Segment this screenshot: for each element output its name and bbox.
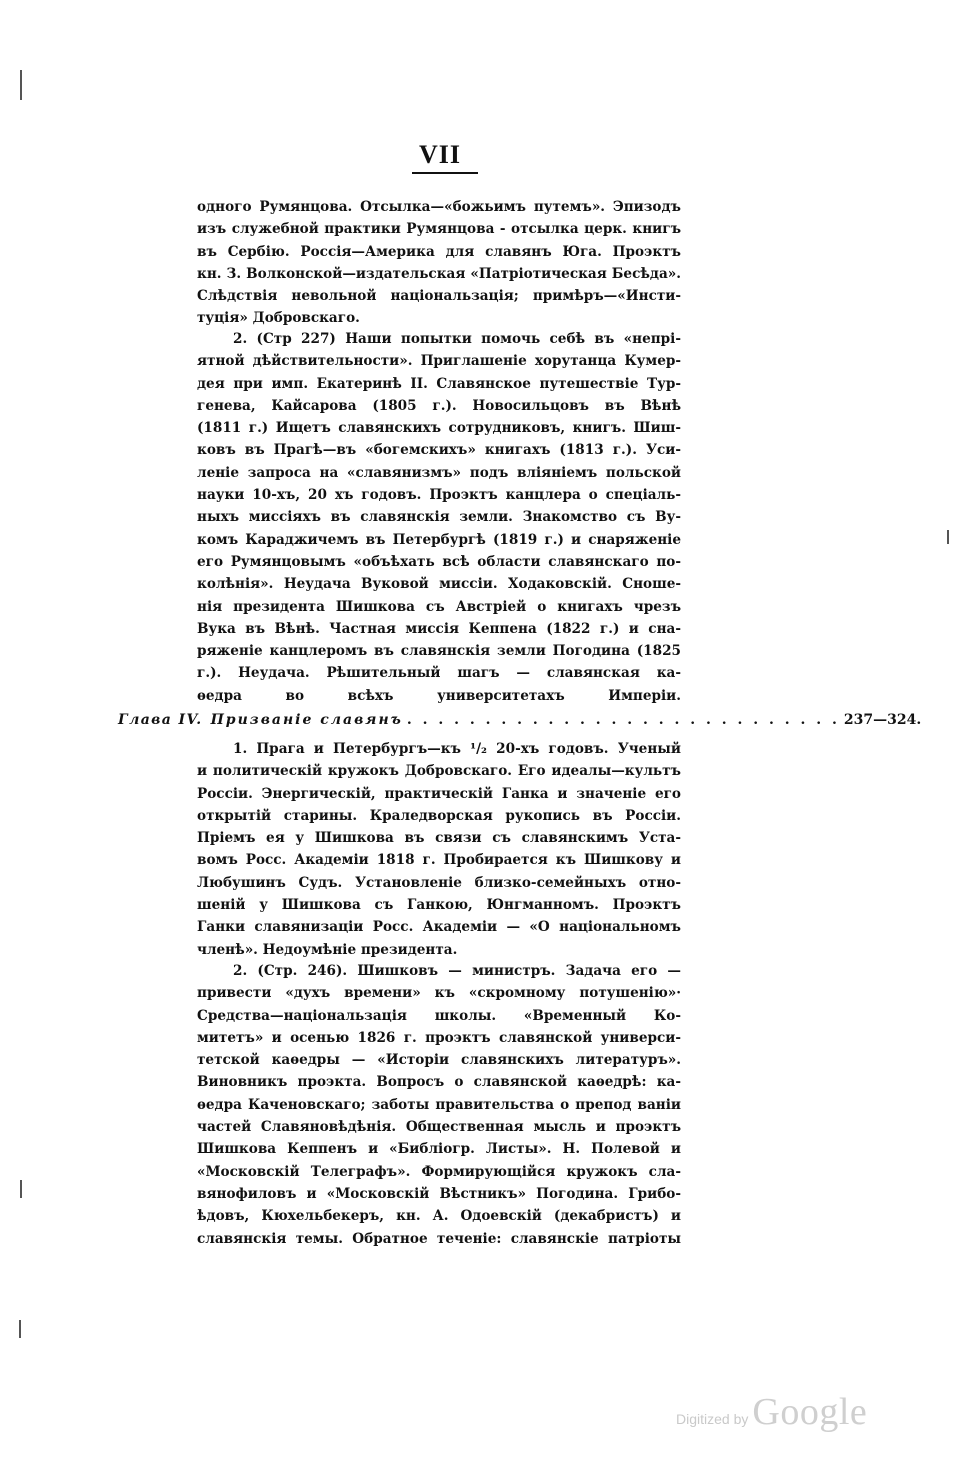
text-line: Россіи. Энергическій, практическій Ганка и значеніе его	[197, 785, 681, 802]
paragraph-chapter-item-1	[197, 738, 681, 961]
chapter-page-range: 237—324.	[843, 712, 922, 728]
text-line: его Румянцовымъ «объѣхать всѣ области славянскаго по-	[197, 553, 681, 570]
page-number-underline	[412, 172, 478, 174]
text-line: Виновникъ проэкта. Вопросъ о славянской каѳедрѣ: ка-	[197, 1074, 681, 1091]
text-line: Средства—національзація школы. «Временный Ко-	[197, 1007, 681, 1024]
chapter-heading	[118, 712, 922, 736]
text-line: членѣ». Недоумѣніе президента.	[197, 941, 458, 958]
text-line: Шишкова Кеппенъ и «Библіогр. Листы». Н. Полевой и	[197, 1141, 681, 1158]
text-line: Любушинъ Судъ. Установленіе близко-семейныхъ отно-	[197, 874, 681, 891]
digitized-watermark	[676, 1390, 867, 1434]
text-line: вомъ Росс. Академіи 1818 г. Пробирается къ Шишкову и	[197, 852, 681, 869]
text-line: «Московскій Телеграфъ». Формирующійся кружокъ сла-	[197, 1163, 681, 1180]
text-line: вянофиловъ и «Московскій Вѣстникъ» Погодина. Грибо-	[197, 1185, 681, 1202]
google-logo: Google	[752, 1391, 868, 1433]
text-line: частей Славяновѣдѣнія. Общественная мысль и проэктъ	[197, 1119, 681, 1136]
text-line: ныхъ миссіяхъ въ славянскія земли. Знакомство съ Ву-	[197, 509, 681, 526]
text-line: ѣдовъ, Кюхельбекеръ, кн. А. Одоевскій (декабристъ) и	[197, 1208, 681, 1225]
text-line: привести «духъ времени» къ «скромному потушенію»·	[197, 985, 681, 1002]
text-line: (1811 г.) Ищетъ славянскихъ сотрудниковъ, книгъ. Шиш-	[197, 420, 681, 437]
watermark-prefix: Digitized by	[676, 1411, 749, 1427]
text-line: комъ Караджичемъ въ Петербургѣ (1819 г.) и снаряженіе	[197, 531, 681, 548]
text-line: открытій старины. Краледворская рукопись въ Россіи.	[197, 807, 681, 824]
text-line: митетъ» и осенью 1826 г. проэктъ славянской универси-	[197, 1029, 681, 1046]
scan-artifact	[19, 1320, 21, 1338]
page-number: VII	[418, 140, 461, 169]
text-line: Вука въ Вѣнѣ. Частная миссія Кеппена (1822 г.) и сна-	[197, 620, 681, 637]
text-line: ряженіе канцлеромъ въ славянскія земли Погодина (1825	[197, 643, 681, 660]
text-line: ѳедра Каченовскаго; заботы правительства о препод ваніи	[197, 1096, 681, 1113]
text-line: 2. (Стр 227) Наши попытки помочь себѣ въ «непрі-	[233, 331, 681, 347]
text-line: ѳедра во всѣхъ университетахъ Имперіи.	[197, 687, 681, 704]
chapter-leader-dots: . . . . . . . . . . . . . . . . . . . . . . . . . . . .	[406, 712, 840, 728]
text-line: изъ служебной практики Румянцова - отсылка церк. книгъ	[197, 221, 681, 238]
chapter-label: Глава IV.	[118, 712, 203, 728]
text-line: генева, Кайсарова (1805 г.). Новосильцовъ въ Вѣнѣ	[197, 397, 681, 414]
text-line: 2. (Стр. 246). Шишковъ — министръ. Задача его —	[233, 963, 681, 979]
text-line: 1. Прага и Петербургъ—къ ¹/₂ 20-хъ годовъ. Ученый	[233, 741, 681, 757]
paragraph-chapter-item-2	[197, 960, 681, 1250]
scan-artifact	[947, 530, 949, 544]
paragraph-continuation	[197, 196, 681, 330]
text-line: Пріемъ ея у Шишкова въ связи съ славянскимъ Уста-	[197, 830, 681, 847]
text-line: одного Румянцова. Отсылка—«божьимъ путемъ». Эпизодъ	[197, 199, 681, 215]
chapter-title: Призваніе славянъ	[210, 712, 403, 728]
text-line: и политическій кружокъ Добровскаго. Его идеалы—культъ	[197, 763, 681, 780]
text-line: г.). Неудача. Рѣшительный шагъ — славянская ка-	[197, 665, 681, 682]
text-line: тетской каѳедры — «Исторіи славянскихъ литературъ».	[197, 1052, 681, 1069]
text-line: колѣнія». Неудача Вуковой миссіи. Ходаковскій. Сноше-	[197, 576, 681, 593]
text-line: Слѣдствія невольной національзація; примѣръ—«Инсти-	[197, 288, 681, 305]
scan-artifact	[20, 70, 22, 100]
text-line: леніе запроса на «славянизмъ» подъ вліяніемъ польской	[197, 464, 681, 481]
text-line: въ Сербію. Россія—Америка для славянъ Юга. Проэктъ	[197, 243, 681, 260]
text-line: ятной дѣйствительности». Приглашеніе хорутанца Кумер-	[197, 353, 681, 370]
text-line: дея при имп. Екатеринѣ II. Славянское путешествіе Тур-	[197, 375, 681, 392]
text-line: ковъ въ Прагѣ—въ «богемскихъ» книгахъ (1813 г.). Уси-	[197, 442, 681, 459]
text-line: Ганки славянизаціи Росс. Академіи — «О національномъ	[197, 919, 681, 936]
text-line: науки 10-хъ, 20 хъ годовъ. Проэктъ канцлера о спеціаль-	[197, 487, 681, 504]
text-line: нія президента Шишкова съ Австріей о книгахъ чрезъ	[197, 598, 681, 615]
scan-artifact	[20, 1180, 22, 1198]
text-line: славянскія темы. Обратное теченіе: славянскіе патріоты	[197, 1230, 681, 1247]
text-line: туція» Добровскаго.	[197, 310, 360, 327]
paragraph-item-2	[197, 328, 681, 707]
text-line: шеній у Шишкова съ Ганкою, Юнгманномъ. Проэктъ	[197, 897, 681, 914]
text-line: кн. З. Волконской—издательская «Патріотическая Бесѣда».	[197, 265, 681, 282]
